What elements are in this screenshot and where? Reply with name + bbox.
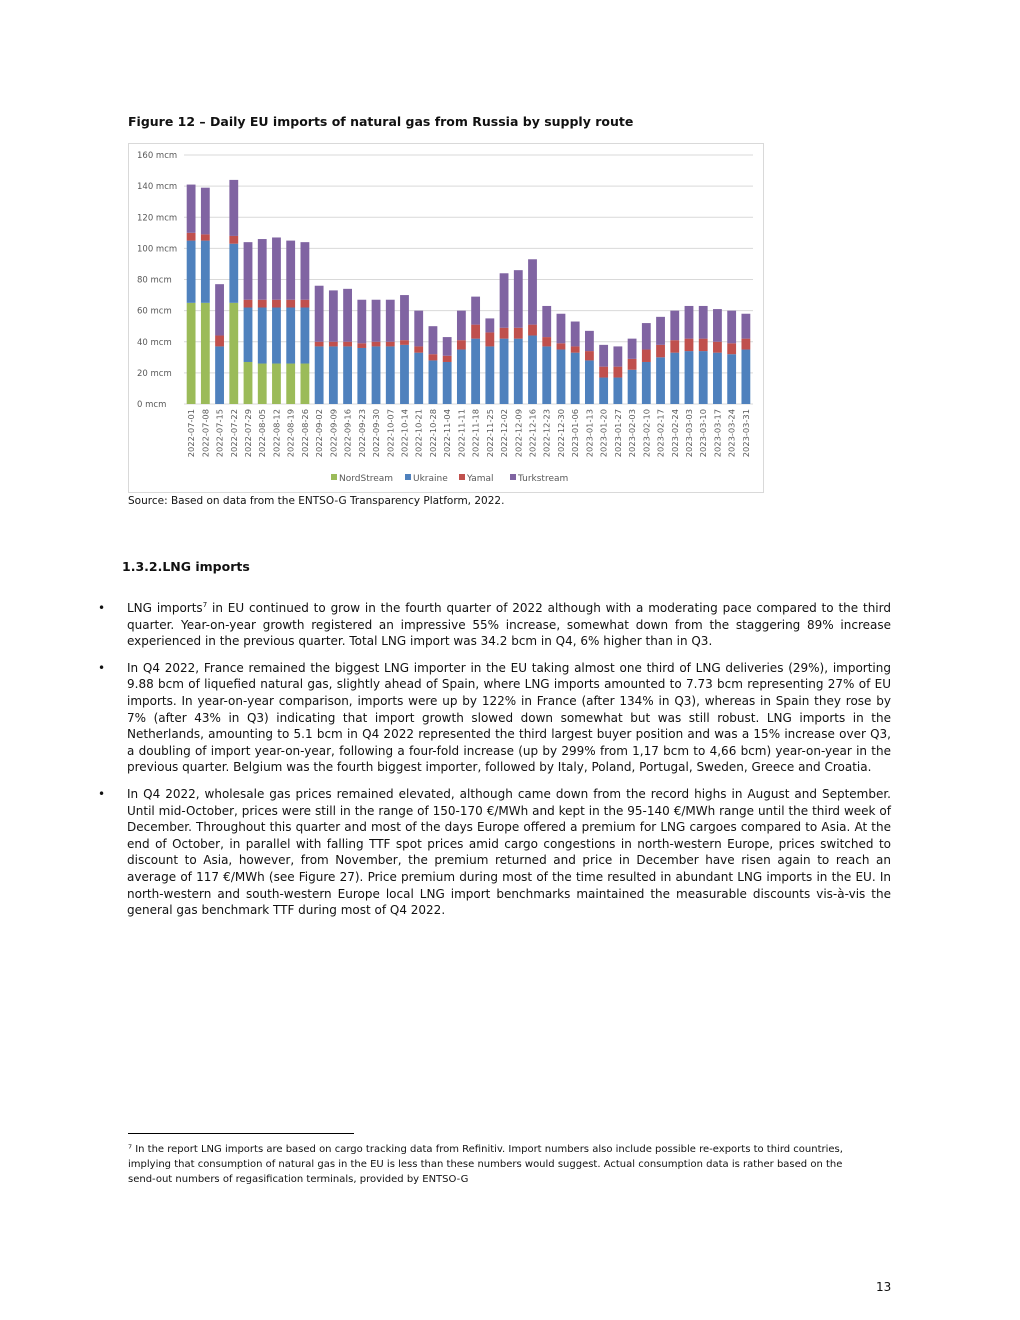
bar-turkstream [414,311,423,347]
x-tick-label: 2022-10-14 [399,409,410,458]
bar-yamal [685,339,694,351]
bar-yamal [599,367,608,378]
bar-turkstream [599,345,608,367]
x-tick-label: 2023-03-03 [683,409,694,458]
section-heading: 1.3.2.LNG imports [122,559,250,574]
bar-yamal [286,300,295,308]
x-tick-label: 2022-10-07 [385,409,396,458]
bar-nordstream [201,303,210,404]
legend-swatch [459,474,465,480]
bar-turkstream [741,314,750,339]
gas-imports-chart [128,143,764,493]
bar-yamal [542,337,551,346]
bar-turkstream [400,295,409,340]
bar-turkstream [372,300,381,342]
x-tick-label: 2022-11-18 [470,409,481,458]
x-tick-label: 2022-12-30 [555,409,566,458]
y-tick-label: 100 mcm [137,244,178,255]
bar-ukraine [315,346,324,404]
bar-turkstream [286,241,295,300]
bullet-text-1b: in EU continued to grow in the fourth quarter of 2022 although with a moderating pace compared to the third quarter. Year-on-year growth registered an impressive 55% increase, somewhat down from the staggering 89% increase experienced in the previous quarter. Total LNG import was 34.2 bcm in Q4, 6% higher than in Q3. [127,601,891,649]
bar-yamal [258,300,267,308]
bar-turkstream [457,311,466,341]
bar-yamal [628,359,637,370]
bar-yamal [215,336,224,347]
x-tick-label: 2022-07-29 [243,409,254,458]
bullet-item-lng-growth [96,600,891,650]
bar-nordstream [244,362,253,404]
x-tick-label: 2023-01-27 [612,409,623,458]
bar-turkstream [656,317,665,345]
bar-ukraine [386,346,395,404]
bar-ukraine [443,362,452,404]
bar-ukraine [201,241,210,303]
bar-yamal [670,340,679,352]
bar-ukraine [329,346,338,404]
x-tick-label: 2022-12-09 [513,409,524,458]
bar-turkstream [244,242,253,300]
bullet-text-1a: LNG imports [127,601,203,615]
y-tick-label: 0 mcm [137,400,167,410]
bar-yamal [443,356,452,362]
bar-ukraine [571,353,580,404]
bar-yamal [201,234,210,240]
bar-ukraine [542,346,551,404]
bar-ukraine [357,348,366,404]
bar-turkstream [713,309,722,342]
bar-yamal [727,343,736,354]
bar-nordstream [272,364,281,404]
bar-nordstream [301,364,310,404]
x-tick-label: 2022-09-23 [356,409,367,458]
y-tick-label: 140 mcm [137,182,178,193]
bar-turkstream [201,188,210,235]
bar-ukraine [557,350,566,404]
bar-turkstream [357,300,366,344]
bar-yamal [229,236,238,244]
x-tick-label: 2022-09-16 [342,409,353,458]
bar-yamal [244,300,253,308]
x-tick-label: 2022-08-19 [285,409,296,458]
x-tick-label: 2023-03-17 [712,409,723,458]
y-tick-label: 120 mcm [137,213,178,224]
x-tick-label: 2022-08-12 [271,409,282,458]
bullet-dot: • [98,660,106,675]
x-tick-label: 2022-12-02 [499,409,510,458]
bar-turkstream [727,311,736,344]
x-tick-label: 2022-08-05 [257,409,268,458]
bar-yamal [713,342,722,353]
x-tick-label: 2023-02-17 [655,409,666,458]
bar-ukraine [741,350,750,404]
bar-ukraine [713,353,722,404]
y-tick-label: 60 mcm [137,306,172,317]
x-tick-label: 2023-01-06 [570,409,581,458]
x-tick-label: 2022-07-08 [200,409,211,458]
bar-yamal [429,354,438,360]
bar-ukraine [457,350,466,404]
x-tick-label: 2023-02-03 [627,409,638,458]
x-tick-label: 2022-07-22 [228,409,239,458]
x-tick-label: 2022-09-09 [328,409,339,458]
bar-ukraine [244,308,253,362]
bar-turkstream [343,289,352,342]
bar-turkstream [485,318,494,332]
bullet-text-3: In Q4 2022, wholesale gas prices remained elevated, although came down from the record highs in August and September. Until mid-October, prices were still in the range of 150-170 €/MWh and kept in the 95-140 €/MWh range until the third week of December. Throughout this quarter and most of the days Europe offered a premium for LNG cargoes compared to Asia. At the end of October, in parallel with falling TTF spot prices amid cargo congestions in north-western Europe, prices switched to discount to Asia, however, from November, the premium returned and price in December have risen again to reach an average of 117 €/MWh (see Figure 27). Price premium during most of the time resulted in abundant LNG imports in the EU. In north-western and south-western Europe local LNG import benchmarks maintained the measurable discounts vis-à-vis the general gas benchmark TTF during most of Q4 2022. [127,786,891,918]
bar-ukraine [685,351,694,404]
x-tick-label: 2022-11-11 [456,409,467,458]
bar-yamal [514,328,523,339]
bar-yamal [400,340,409,345]
bar-yamal [642,350,651,362]
bar-ukraine [286,308,295,364]
bar-ukraine [215,346,224,404]
page-number: 13 [876,1280,892,1294]
bar-ukraine [343,346,352,404]
bar-turkstream [500,273,509,327]
x-tick-label: 2022-09-02 [314,409,325,458]
bar-yamal [329,342,338,347]
bar-yamal [485,332,494,346]
bar-nordstream [286,364,295,404]
bar-nordstream [229,303,238,404]
figure-title: Figure 12 – Daily EU imports of natural gas from Russia by supply route [128,114,634,129]
bullet-dot: • [98,601,106,615]
bar-ukraine [613,378,622,404]
bar-yamal [699,339,708,351]
bar-yamal [457,340,466,349]
bar-turkstream [386,300,395,342]
x-tick-label: 2022-07-15 [214,409,225,458]
legend-label: NordStream [339,474,394,484]
bar-ukraine [656,357,665,404]
bar-yamal [471,325,480,339]
x-tick-label: 2023-03-10 [698,409,709,458]
bar-ukraine [471,339,480,404]
bar-turkstream [685,306,694,339]
bar-turkstream [628,339,637,359]
bar-turkstream [471,297,480,325]
x-tick-label: 2023-02-10 [641,409,652,458]
bullet-text-2: In Q4 2022, France remained the biggest LNG importer in the EU taking almost one third of LNG deliveries (29%), importing 9.88 bcm of liquefied natural gas, slightly ahead of Spain, where LNG imports amounted to 7.73 bcm representing 27% of EU imports. In year-on-year comparison, imports were up by 122% in France (after 134% in Q3), whereas in Spain they rose by 7% (after 43% in Q3) indicating that import growth slowed down somewhat but was still robust. LNG imports in the Netherlands, amounting to 5.1 bcm in Q4 2022 represented the third largest buyer position and was a 15% increase over Q3, a doubling of import year-on-year, following a four-fold increase (up by 299% from 1,17 bcm to 4,66 bcm) year-on-year in the previous quarter. Belgium was the fourth biggest importer, followed by Italy, Poland, Portugal, Sweden, Greece and Croatia. [127,660,891,775]
bar-yamal [386,342,395,347]
bar-ukraine [585,360,594,404]
x-tick-label: 2023-03-31 [740,409,751,458]
bullet-dot: • [98,786,106,801]
legend-swatch [510,474,516,480]
bar-nordstream [258,364,267,404]
bar-turkstream [699,306,708,339]
bar-ukraine [414,353,423,404]
x-tick-label: 2023-02-24 [669,409,680,458]
bar-yamal [571,346,580,352]
bar-yamal [357,343,366,348]
bar-ukraine [628,370,637,404]
bar-turkstream [670,311,679,341]
bar-yamal [315,342,324,347]
bar-ukraine [528,336,537,404]
bar-yamal [500,328,509,339]
figure-source: Source: Based on data from the ENTSO-G Transparency Platform, 2022. [128,495,505,507]
bar-turkstream [301,242,310,300]
footnote-divider [128,1133,354,1134]
x-tick-label: 2022-09-30 [371,409,382,458]
bar-ukraine [229,244,238,303]
x-tick-label: 2022-07-01 [186,409,197,458]
bar-yamal [414,346,423,352]
x-tick-label: 2022-11-25 [484,409,495,458]
bar-yamal [741,339,750,350]
x-tick-label: 2023-03-24 [726,409,737,458]
bar-turkstream [613,346,622,366]
bar-ukraine [485,346,494,404]
bar-ukraine [500,339,509,404]
x-tick-label: 2022-10-21 [413,409,424,458]
bar-turkstream [258,239,267,300]
bar-turkstream [542,306,551,337]
footnote-ref: 7 [202,601,208,609]
bar-turkstream [571,322,580,347]
y-tick-label: 80 mcm [137,275,172,286]
bullet-item-importers [96,660,891,776]
x-tick-label: 2023-01-13 [584,409,595,458]
legend-label: Yamal [467,474,494,484]
x-tick-label: 2022-11-04 [442,409,453,458]
x-tick-label: 2023-01-20 [598,409,609,458]
bar-turkstream [272,237,281,299]
bar-turkstream [557,314,566,344]
bar-ukraine [670,353,679,404]
bar-ukraine [372,346,381,404]
legend-label: Ukraine [413,474,448,484]
bar-ukraine [400,345,409,404]
x-tick-label: 2022-12-23 [541,409,552,458]
bullet-list [96,600,891,929]
x-tick-label: 2022-10-28 [427,409,438,458]
bar-ukraine [301,308,310,364]
bar-yamal [187,233,196,241]
bar-turkstream [528,259,537,324]
legend-swatch [405,474,411,480]
bar-ukraine [699,351,708,404]
bar-yamal [301,300,310,308]
bar-ukraine [642,362,651,404]
bar-yamal [272,300,281,308]
y-tick-label: 20 mcm [137,368,172,379]
y-tick-label: 40 mcm [137,337,172,348]
bar-turkstream [642,323,651,349]
bar-turkstream [215,284,224,335]
x-tick-label: 2022-12-16 [527,409,538,458]
bar-ukraine [258,308,267,364]
bar-turkstream [329,290,338,341]
bar-nordstream [187,303,196,404]
bar-yamal [613,367,622,378]
bar-turkstream [514,270,523,328]
bar-ukraine [429,360,438,404]
y-tick-label: 160 mcm [137,151,178,161]
bar-turkstream [187,185,196,233]
bar-turkstream [315,286,324,342]
footnote-text: ⁷ In the report LNG imports are based on cargo tracking data from Refinitiv. Import numbers also include possible re-exports to third countries, implying that consumption of natural gas in the EU is less than these numbers would suggest. Actual consumption data is rather based on the send-out numbers of regasification terminals, provided by ENTSO-G [128,1144,843,1185]
legend-swatch [331,474,337,480]
bar-ukraine [272,308,281,364]
bar-ukraine [187,241,196,303]
bar-turkstream [429,326,438,354]
bar-turkstream [585,331,594,351]
bar-yamal [372,342,381,347]
bar-yamal [528,325,537,336]
bar-ukraine [514,339,523,404]
bar-ukraine [727,354,736,404]
bar-yamal [585,351,594,360]
bullet-item-prices [96,786,891,919]
bar-yamal [343,342,352,347]
bar-turkstream [229,180,238,236]
bar-yamal [656,345,665,357]
x-tick-label: 2022-08-26 [299,409,310,458]
legend-label: Turkstream [518,474,569,484]
bar-ukraine [599,378,608,404]
bar-yamal [557,343,566,349]
bar-turkstream [443,337,452,356]
